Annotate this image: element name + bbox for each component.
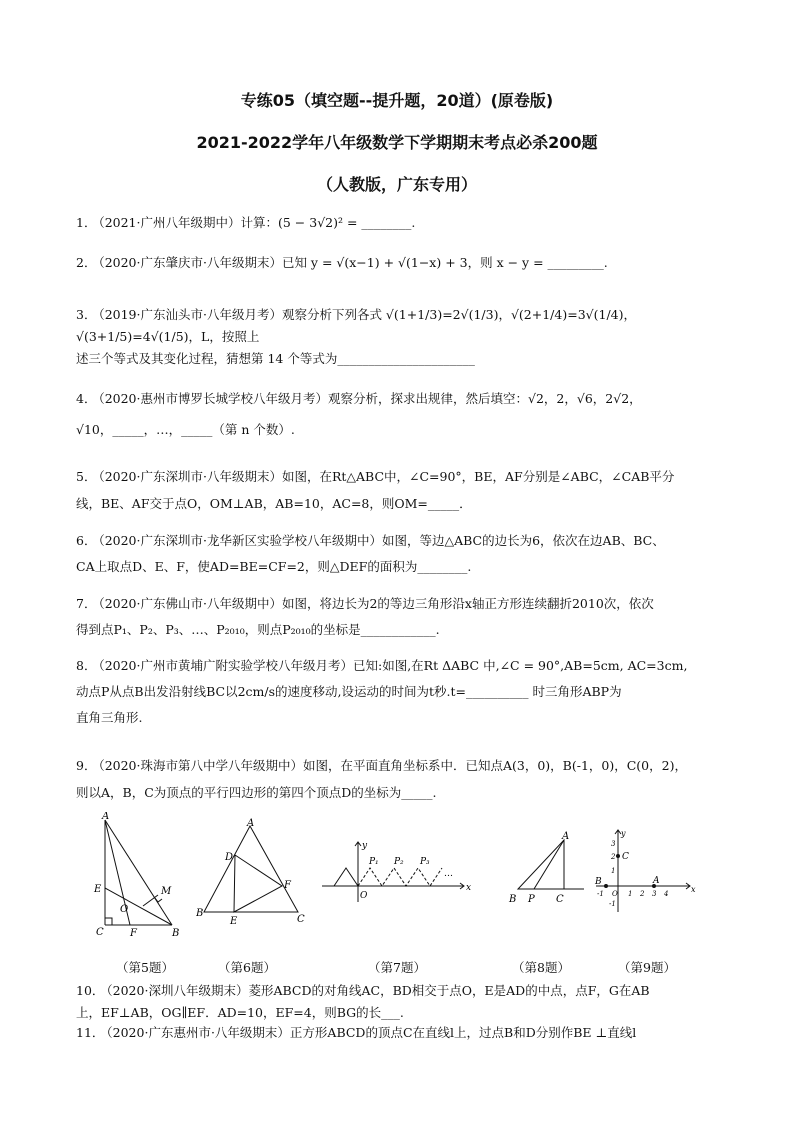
question-11: 11． （2020·广东惠州市·八年级期末）正方形ABCD的顶点C在直线l上，过点B和D分别作BE ⊥直线l [76, 1025, 637, 1040]
fig5-label-f: F [130, 928, 137, 939]
fig7-label-p1: P₁ [369, 857, 379, 867]
question-text: （2020·广东肇庆市·八年级期末）已知 y = √(x−1) + √(1−x) + 3，则 x − y = _________. [98, 255, 608, 270]
question-text: （2020·广东深圳市·龙华新区实验学校八年级期中）如图，等边△ABC的边长为6，依次在边AB、BC、 [98, 533, 665, 548]
figure-8 [506, 830, 590, 906]
fig9-tick-x: 4 [664, 890, 669, 898]
fig7-label-dots: … [444, 869, 453, 879]
fig9-label-c: C [622, 852, 629, 862]
question-text-cont: 得到点P₁、P₂、P₃、…、P₂₀₁₀，则点P₂₀₁₀的坐标是____________. [76, 622, 440, 637]
fig9-point-b [604, 884, 608, 888]
question-text-cont: 动点P从点B出发沿射线BC以2cm/s的速度移动,设运动的时间为t秒.t=__________ 时三角形ABP为 [76, 684, 622, 699]
question-4: 4． （2020·惠州市博罗长城学校八年级月考）观察分析，探求出规律，然后填空：√2，2，√6，2√2， √10，_____，…，_____（第 n 个数）. [76, 391, 642, 437]
figure-caption: （第5题） [116, 960, 174, 975]
fig9-tick-x: 1 [628, 890, 633, 898]
fig9-label-b: B [595, 877, 602, 887]
fig7-label-p3: P₃ [420, 857, 430, 867]
fig6-label-d: D [225, 852, 234, 863]
fig8-label-a: A [562, 831, 570, 842]
fig8-label-p: P [528, 894, 535, 905]
question-9: 9． （2020·珠海市第八中学八年级期中）如图，在平面直角坐标系中．已知点A(3，0)，B(-1，0)，C(0，2)， 则以A，B，C为顶点的平行四边形的第四个顶点D的坐标为_____. [76, 758, 687, 800]
fig5-label-b: B [172, 928, 180, 939]
fig7-label-p2: P₂ [394, 857, 404, 867]
fig9-tick-x: O [612, 890, 618, 898]
fig9-tick-y: 3 [611, 840, 616, 848]
fig9-tick-x: 2 [640, 890, 645, 898]
fig7-label-x: x [466, 883, 472, 893]
fig8-label-c: C [556, 894, 564, 905]
fig5-label-a: A [102, 812, 110, 822]
figure-caption: （第7题） [368, 960, 426, 975]
question-text: （2019·广东汕头市·八年级月考）观察分析下列各式 √(1+1/3)=2√(1/3)，√(2+1/4)=3√(1/4)，√(3+1/5)=4√(1/5)，L，按照上 [76, 307, 636, 344]
fig5-label-e: E [94, 884, 102, 895]
doc-subtitle: 2021-2022学年八年级数学下学期期末考点必杀200题 [196, 133, 598, 152]
question-text: （2020·广东深圳市·八年级期末）如图，在Rt△ABC中，∠C=90°，BE，AF分别是∠ABC，∠CAB平分 [98, 469, 675, 484]
doc-edition: （人教版，广东专用） [316, 175, 477, 194]
question-8: 8． （2020·广州市黄埔广附实验学校八年级月考）已知:如图,在Rt ΔABC 中,∠C = 90°,AB=5cm, AC=3cm, 动点P从点B出发沿射线BC以2cm/s的速度移动,设运动的时间为t秒.t=__________ 时三角形ABP为 直角三角形. [76, 658, 688, 725]
fig5-label-o: O [120, 904, 129, 915]
fig6-label-a: A [247, 818, 255, 829]
question-text: （2020·深圳八年级期末）菱形ABCD的对角线AC，BD相交于点O，E是AD的中点，点F，G在AB [106, 983, 650, 998]
question-6: 6． （2020·广东深圳市·龙华新区实验学校八年级期中）如图，等边△ABC的边长为6，依次在边AB、BC、 CA上取点D、E、F，使AD=BE=CF=2，则△DEF的面积为________. [76, 533, 665, 574]
question-text: （2021·广州八年级期中）计算：(5 − 3√2)² = ________. [98, 215, 416, 230]
fig9-tick-y: -1 [609, 900, 616, 908]
fig5-label-m: M [161, 886, 172, 897]
question-text: （2020·珠海市第八中学八年级期中）如图，在平面直角坐标系中．已知点A(3，0)，B(-1，0)，C(0，2)， [98, 758, 687, 773]
figure-6 [196, 818, 312, 930]
figure-caption: （第8题） [512, 960, 570, 975]
question-10: 10． （2020·深圳八年级期末）菱形ABCD的对角线AC，BD相交于点O，E是AD的中点，点F，G在AB 上，EF⊥AB，OG∥EF．AD=10，EF=4，则BG的长___. [76, 983, 650, 1020]
fig5-label-c: C [96, 927, 104, 938]
figure-7 [318, 836, 480, 906]
question-5: 5． （2020·广东深圳市·八年级期末）如图，在Rt△ABC中，∠C=90°，BE，AF分别是∠ABC，∠CAB平分 线，BE、AF交于点O，OM⊥AB，AB=10，AC=8，则OM=_____． [76, 469, 675, 511]
fig6-label-e: E [230, 916, 238, 927]
question-text-cont: 上，EF⊥AB，OG∥EF．AD=10，EF=4，则BG的长___. [76, 1005, 404, 1020]
question-2: 2． （2020·广东肇庆市·八年级期末）已知 y = √(x−1) + √(1−x) + 3，则 x − y = _________. [76, 255, 608, 270]
fig9-label-y: y [621, 829, 626, 838]
question-text-cont: 直角三角形. [76, 710, 143, 725]
question-text-cont: 述三个等式及其变化过程，猜想第 14 个等式为______________________ [76, 351, 475, 366]
question-3: 3． （2019·广东汕头市·八年级月考）观察分析下列各式 √(1+1/3)=2√(1/3)，√(2+1/4)=3√(1/4)，√(3+1/5)=4√(1/5)，L，按照上 述三个等式及其变化过程，猜想第 14 个等式为______________________ [76, 307, 636, 366]
fig6-label-b: B [196, 908, 204, 919]
figure-caption: （第9题） [618, 960, 676, 975]
fig7-label-y: y [362, 841, 368, 851]
fig9-tick-x: 3 [652, 890, 657, 898]
question-7: 7． （2020·广东佛山市·八年级期中）如图，将边长为2的等边三角形沿x轴正方形连续翻折2010次，依次 得到点P₁、P₂、P₃、…、P₂₀₁₀，则点P₂₀₁₀的坐标是____________. [76, 596, 654, 637]
figure-caption: （第6题） [218, 960, 276, 975]
fig9-tick-y: 2 [611, 853, 616, 861]
question-text: （2020·广东佛山市·八年级期中）如图，将边长为2的等边三角形沿x轴正方形连续翻折2010次，依次 [98, 596, 654, 611]
fig9-point-c [616, 854, 620, 858]
question-text-cont: 线，BE、AF交于点O，OM⊥AB，AB=10，AC=8，则OM=_____． [76, 496, 472, 511]
question-text-cont: √10，_____，…，_____（第 n 个数）. [76, 422, 295, 437]
fig9-label-x: x [691, 885, 696, 894]
fig6-label-f: F [284, 880, 291, 891]
fig6-label-c: C [297, 914, 305, 925]
figure-9 [590, 826, 700, 916]
question-1: 1． （2021·广州八年级期中）计算：(5 − 3√2)² = ________. [76, 215, 416, 230]
question-text: （2020·惠州市博罗长城学校八年级月考）观察分析，探求出规律，然后填空：√2，2，√6，2√2， [98, 391, 642, 406]
fig7-label-o: O [360, 891, 368, 901]
doc-title: 专练05（填空题--提升题，20道）(原卷版) [240, 91, 554, 110]
figure-5 [90, 812, 190, 942]
question-text-cont: 则以A，B，C为顶点的平行四边形的第四个顶点D的坐标为_____. [76, 785, 437, 800]
fig9-label-a: A [653, 876, 660, 886]
fig9-tick-y: 1 [611, 867, 616, 875]
question-text-cont: CA上取点D、E、F，使AD=BE=CF=2，则△DEF的面积为________. [76, 559, 472, 574]
question-text: （2020·广东惠州市·八年级期末）正方形ABCD的顶点C在直线l上，过点B和D分别作BE ⊥直线l [106, 1025, 637, 1040]
fig8-label-b: B [509, 894, 517, 905]
question-text: （2020·广州市黄埔广附实验学校八年级月考）已知:如图,在Rt ΔABC 中,∠C = 90°,AB=5cm, AC=3cm, [98, 658, 688, 673]
fig9-tick-x: -1 [597, 890, 604, 898]
